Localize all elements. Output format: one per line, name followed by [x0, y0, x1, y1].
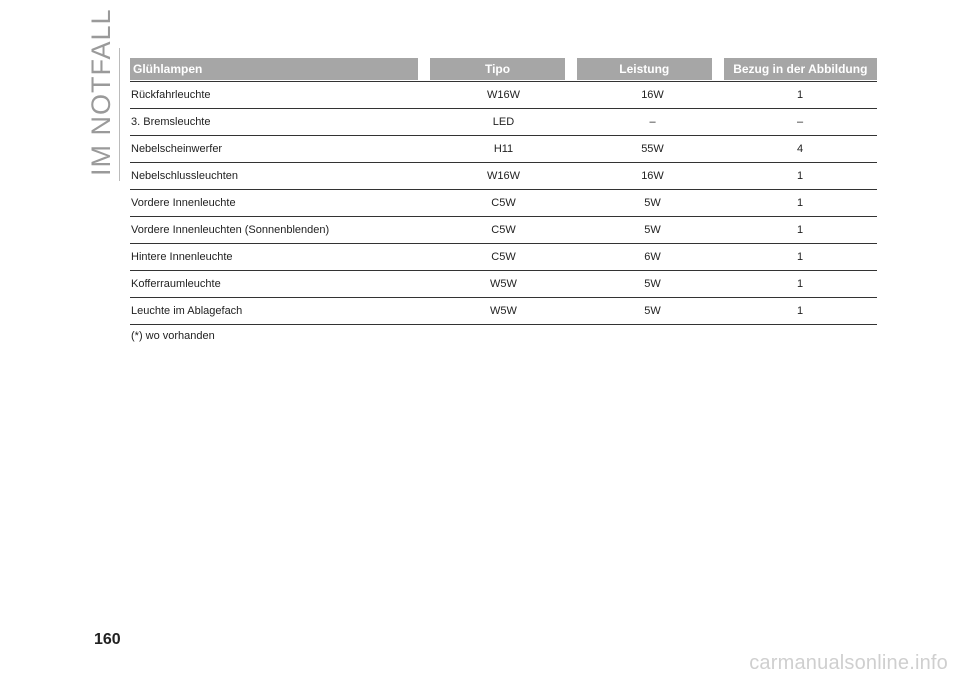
cell-reference: 4 [796, 143, 804, 155]
table-row [130, 163, 877, 190]
chapter-title: IM NOTFALL [86, 8, 116, 176]
cell-reference: 1 [796, 197, 804, 209]
cell-bulb: 3. Bremsleuchte [131, 116, 211, 128]
cell-power: 55W [641, 143, 664, 155]
cell-bulb: Vordere Innenleuchten (Sonnenblenden) [131, 224, 330, 236]
table-header [130, 58, 877, 80]
table-row [130, 82, 877, 109]
cell-power: 5W [644, 224, 661, 236]
table-row [130, 298, 877, 325]
cell-power: 6W [644, 251, 661, 263]
cell-power: 5W [644, 305, 661, 317]
cell-power: 16W [641, 89, 664, 101]
header-gluehlampen: Glühlampen [130, 58, 418, 80]
table-row [130, 244, 877, 271]
cell-type: C5W [491, 224, 516, 236]
cell-power: – [649, 116, 656, 128]
cell-bulb: Nebelscheinwerfer [131, 143, 223, 155]
cell-type: W5W [490, 305, 517, 317]
bulb-table [130, 58, 877, 342]
table-row [130, 190, 877, 217]
cell-power: 5W [644, 278, 661, 290]
cell-type: C5W [491, 251, 516, 263]
cell-type: W16W [487, 170, 520, 182]
header-leistung: Leistung [577, 58, 712, 80]
table-row [130, 136, 877, 163]
cell-reference: – [796, 116, 804, 128]
cell-reference: 1 [796, 89, 804, 101]
cell-reference: 1 [796, 305, 804, 317]
cell-bulb: Kofferraumleuchte [131, 278, 221, 290]
table-footnote: (*) wo vorhanden [131, 330, 215, 342]
cell-type: H11 [493, 143, 514, 155]
cell-bulb: Hintere Innenleuchte [131, 251, 233, 263]
cell-bulb: Leuchte im Ablagefach [131, 305, 243, 317]
page-number: 160 [94, 631, 121, 648]
cell-reference: 1 [796, 251, 804, 263]
cell-reference: 1 [796, 170, 804, 182]
cell-bulb: Vordere Innenleuchte [131, 197, 236, 209]
chapter-divider [119, 48, 120, 181]
cell-reference: 1 [796, 278, 804, 290]
table-row [130, 271, 877, 298]
cell-type: W5W [490, 278, 517, 290]
cell-type: LED [492, 116, 515, 128]
cell-type: W16W [487, 89, 520, 101]
cell-bulb: Rückfahrleuchte [131, 89, 211, 101]
cell-reference: 1 [796, 224, 804, 236]
header-tipo: Tipo [430, 58, 565, 80]
header-bezug: Bezug in der Abbildung [724, 58, 877, 80]
cell-type: C5W [491, 197, 516, 209]
table-row [130, 109, 877, 136]
cell-power: 5W [644, 197, 661, 209]
cell-bulb: Nebelschlussleuchten [131, 170, 239, 182]
watermark-text: carmanualsonline.info [749, 652, 948, 674]
table-row [130, 217, 877, 244]
cell-power: 16W [641, 170, 664, 182]
